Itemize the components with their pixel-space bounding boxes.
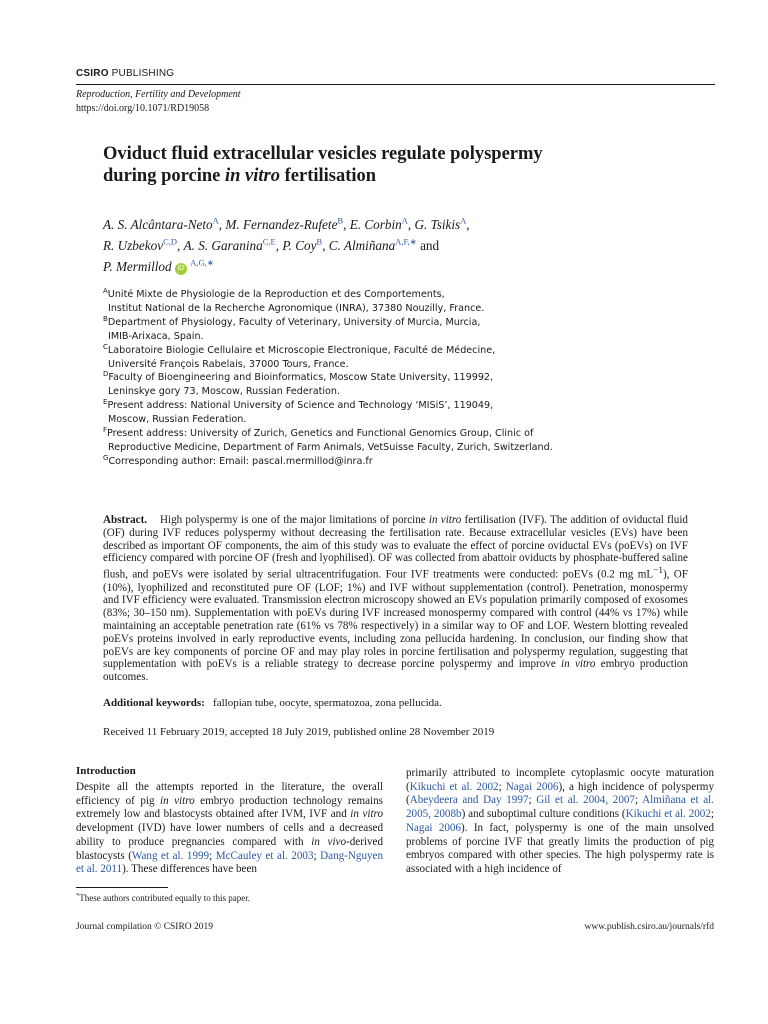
footer-journal-url[interactable]: www.publish.csiro.au/journals/rfd bbox=[584, 922, 714, 932]
affiliation: $^F$Present address: University of Zurich, Genetics and Functional Genomics Group, Clinic of Reproductive Medicine, Department of Farm Animals, VetSuisse Faculty, Zurich, Switzerland. bbox=[103, 425, 553, 453]
citation-link[interactable]: Wang et al. 1999 bbox=[131, 849, 210, 862]
abstract: Abstract. High polyspermy is one of the major limitations of porcine in vitro fertilisation (IVF). The addition of oviductal fluid (OF) during IVF reduces polyspermy without decreasing the fertilisation rate. Because extracellular vesicles (EVs) have been described as important OF components, the aim of this study was to evaluate the effect of porcine oviductal EVs (poEVs) on IVF efficiency compared with porcine OF (fresh and lyophilised). OF was collected from abattoir oviducts by phosphate-buffered saline flush, and poEVs were isolated by serial ultracentrifugation. Four IVF treatments were conducted: poEVs (0.2 mg $mL^{-1}$), OF (10%), lyophilized and reconstituted pure OF (LOF; 1%) and IVF without supplementation (control). Penetration, monospermy and IVF efficiency were evaluated. Transmission electron microscopy showed an EVs population primarily composed of exosomes (83%; 30–150 nm). Supplementation with poEVs during IVF increased monospermy compared with control (44% vs 17%) while maintaining an acceptable penetration rate (61% vs 78% respectively) in a similar way to OF and LOF. Western blotting revealed poEVs proteins involved in early reproductive events, including zona pellucida hardening. In conclusion, our finding show that poEVs are key components of porcine OF and may play roles in porcine fertilisation and polyspermy regulation, suggesting that supplementation with poEVs is a reliable strategy to decrease porcine polyspermy and improve in vitro embryo production outcomes. bbox=[103, 514, 688, 684]
footer-copyright: Journal compilation © CSIRO 2019 bbox=[76, 922, 214, 932]
journal-name: Reproduction, Fertility and Development bbox=[76, 89, 241, 100]
author: A. S. Garanina$^{C,E}$, bbox=[183, 236, 283, 253]
citation-link[interactable]: Dang-Nguyen et al. 2011 bbox=[76, 849, 384, 876]
affiliation: $^B$Department of Physiology, Faculty of Veterinary, University of Murcia, Murcia, IMIB-Arixaca, Spain. bbox=[103, 314, 481, 342]
citation-link[interactable]: Nagai 2006 bbox=[406, 821, 462, 834]
affiliation: $^D$Faculty of Bioengineering and Bioinformatics, Moscow State University, 119992, Leninskye gory 73, Moscow, Russian Federation. bbox=[103, 370, 494, 398]
author: P. Coy$^B$, bbox=[282, 236, 329, 253]
abstract-label: Abstract. bbox=[103, 514, 148, 526]
body-column-left: Despite all the attempts reported in the literature, the overall efficiency of pig in vitro embryo production technology remains extremely low and blastocysts obtained after IVM, IVF and in vitro development (IVD) have lower numbers of cells and a decreased ability to produce pregnancies compared with in vivo-derived blastocysts (Wang et al. 1999; McCauley et al. 2003; Dang-Nguyen et al. 2011). These differences have been bbox=[76, 781, 384, 876]
orcid-icon[interactable]: iD bbox=[175, 263, 187, 275]
author: R. Uzbekov$^{C,D}$, bbox=[103, 236, 184, 253]
title-line-2: during porcine in vitro fertilisation bbox=[103, 166, 377, 186]
footnote: *These authors contributed equally to this paper. bbox=[76, 892, 250, 903]
section-heading-introduction: Introduction bbox=[76, 765, 136, 777]
affiliation-corresponding: $^G$Corresponding author: Email: pascal.mermillod@inra.fr bbox=[103, 453, 373, 467]
author: M. Fernandez-Rufete$^B$, bbox=[225, 215, 350, 232]
footnote-rule bbox=[76, 887, 168, 888]
author: C. Almiñana$^{A,F,∗}$ and bbox=[328, 236, 440, 253]
title-line-1: Oviduct fluid extracellular vesicles regulate polyspermy bbox=[103, 144, 543, 164]
citation-link[interactable]: Gil et al. 2004, 2007 bbox=[536, 794, 635, 807]
citation-link[interactable]: Almiñana et al. 2005, 2008b bbox=[406, 794, 714, 821]
author: A. S. Alcântara-Neto$^A$, bbox=[103, 215, 226, 232]
body-column-right: primarily attributed to incomplete cytoplasmic oocyte maturation (Kikuchi et al. 2002; Nagai 2006), a high incidence of polyspermy (Abeydeera and Day 1997; Gil et al. 2004, 2007; Almiñana et al. 2005, 2008b) and suboptimal culture conditions (Kikuchi et al. 2002; Nagai 2006). In fact, polyspermy is one of the main unsolved problems of porcine IVF that greatly limits the production of pig embryos compared with other species. The high polyspermy rate is associated with a high incidence of bbox=[406, 767, 714, 875]
affiliation: $^A$Unité Mixte de Physiologie de la Reproduction et des Comportements, Institut National de la Recherche Agronomique (INRA), 37380 Nouzilly, France. bbox=[103, 286, 485, 314]
publisher-logo bbox=[76, 68, 174, 79]
publisher-bold: CSIRO bbox=[76, 68, 109, 79]
affiliation: $^C$Laboratoire Biologie Cellulaire et Microscopie Electronique, Faculté de Médecine, Université François Rabelais, 37000 Tours, France. bbox=[103, 342, 496, 370]
received-dates: Received 11 February 2019, accepted 18 July 2019, published online 28 November 2019 bbox=[103, 726, 495, 738]
publisher-rest: PUBLISHING bbox=[108, 68, 175, 79]
author-list bbox=[103, 214, 663, 277]
citation-link[interactable]: McCauley et al. 2003 bbox=[215, 849, 314, 862]
citation-link[interactable]: Kikuchi et al. 2002 bbox=[625, 808, 711, 821]
citation-link[interactable]: Abeydeera and Day 1997 bbox=[409, 794, 529, 807]
author: P. Mermillod iD $^{A,G,∗}$ bbox=[103, 257, 214, 274]
additional-keywords: Additional keywords: fallopian tube, oocyte, spermatozoa, zona pellucida. bbox=[103, 697, 442, 709]
author: G. Tsikis$^A$, bbox=[414, 215, 470, 232]
author: E. Corbin$^A$, bbox=[349, 215, 415, 232]
affiliations bbox=[103, 288, 703, 469]
doi-link[interactable]: https://doi.org/10.1071/RD19058 bbox=[76, 103, 210, 114]
header-rule bbox=[76, 84, 715, 85]
citation-link[interactable]: Nagai 2006 bbox=[505, 780, 559, 793]
article-title bbox=[103, 143, 623, 187]
affiliation: $^E$Present address: National University of Science and Technology ‘MISiS’, 119049, Moscow, Russian Federation. bbox=[103, 398, 494, 426]
citation-link[interactable]: Kikuchi et al. 2002 bbox=[409, 780, 499, 793]
